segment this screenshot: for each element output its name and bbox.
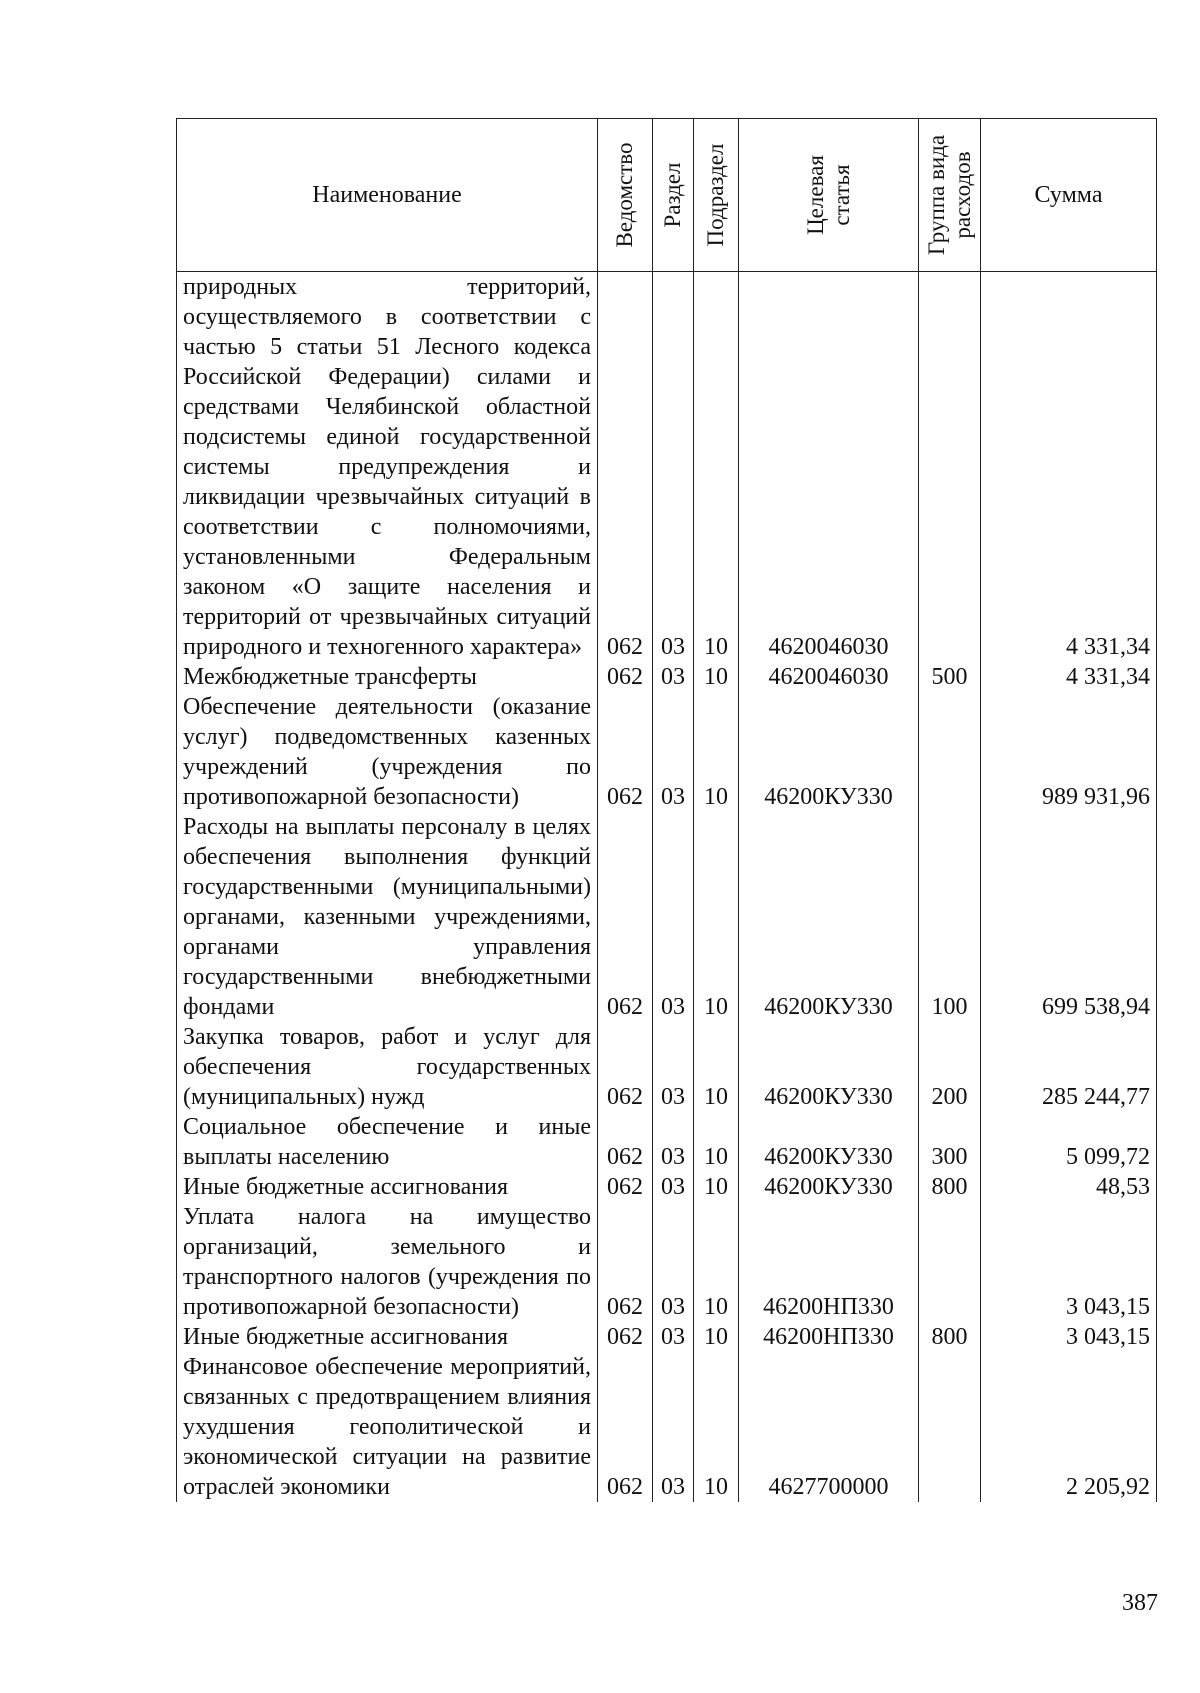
cell-podrazdel: 10 bbox=[694, 1352, 739, 1502]
cell-razdel: 03 bbox=[653, 812, 694, 1022]
cell-sum: 285 244,77 bbox=[981, 1022, 1157, 1112]
cell-sum: 3 043,15 bbox=[981, 1322, 1157, 1352]
cell-grp bbox=[919, 1352, 981, 1502]
cell-podrazdel: 10 bbox=[694, 692, 739, 812]
table-row bbox=[177, 662, 1157, 692]
table-row bbox=[177, 1112, 1157, 1172]
table-header-row bbox=[177, 119, 1157, 272]
cell-cel: 46200КУ330 bbox=[739, 1022, 919, 1112]
header-grp-line1: Группа вида bbox=[923, 134, 949, 256]
cell-sum: 48,53 bbox=[981, 1172, 1157, 1202]
cell-podrazdel: 10 bbox=[694, 812, 739, 1022]
cell-grp: 800 bbox=[919, 1322, 981, 1352]
table-row bbox=[177, 1202, 1157, 1322]
cell-ved: 062 bbox=[598, 1112, 653, 1172]
header-gruppa-vida-rashodov bbox=[919, 119, 981, 272]
cell-ved: 062 bbox=[598, 1202, 653, 1322]
budget-table bbox=[176, 118, 1157, 1502]
cell-razdel: 03 bbox=[653, 1112, 694, 1172]
cell-razdel: 03 bbox=[653, 1322, 694, 1352]
cell-podrazdel: 10 bbox=[694, 1322, 739, 1352]
header-cel-line2: статья bbox=[828, 164, 854, 226]
cell-ved: 062 bbox=[598, 1172, 653, 1202]
header-grp-line2: расходов bbox=[949, 151, 975, 239]
cell-name: природных территорий, осуществляемого в соответствии с частью 5 статьи 51 Лесного кодекса Российской Федерации) силами и средствами Челябинской областной подсистемы единой государственной системы предупреждения и ликвидации чрезвычайных ситуаций в соответствии с полномочиями, установленными Федеральным законом «О защите населения и территорий от чрезвычайных ситуаций природного и техногенного характера» bbox=[177, 272, 598, 663]
cell-cel: 46200КУ330 bbox=[739, 692, 919, 812]
cell-grp: 300 bbox=[919, 1112, 981, 1172]
cell-podrazdel: 10 bbox=[694, 662, 739, 692]
cell-name: Обеспечение деятельности (оказание услуг) подведомственных казенных учреждений (учреждения по противопожарной безопасности) bbox=[177, 692, 598, 812]
cell-sum: 989 931,96 bbox=[981, 692, 1157, 812]
cell-sum: 5 099,72 bbox=[981, 1112, 1157, 1172]
cell-name: Закупка товаров, работ и услуг для обеспечения государственных (муниципальных) нужд bbox=[177, 1022, 598, 1112]
table-row bbox=[177, 812, 1157, 1022]
cell-razdel: 03 bbox=[653, 692, 694, 812]
cell-sum: 2 205,92 bbox=[981, 1352, 1157, 1502]
header-ved: Ведомство bbox=[598, 119, 653, 272]
table-row bbox=[177, 692, 1157, 812]
cell-grp bbox=[919, 692, 981, 812]
cell-name: Расходы на выплаты персоналу в целях обеспечения выполнения функций государственными (муниципальными) органами, казенными учреждениями, органами управления государственными внебюджетными фондами bbox=[177, 812, 598, 1022]
table-row bbox=[177, 1172, 1157, 1202]
table-body bbox=[177, 272, 1157, 1503]
header-cel-line1: Целевая bbox=[802, 155, 828, 235]
cell-cel: 46200КУ330 bbox=[739, 812, 919, 1022]
budget-table-page bbox=[176, 118, 1156, 1502]
header-name: Наименование bbox=[177, 119, 598, 272]
cell-name: Финансовое обеспечение мероприятий, связанных с предотвращением влияния ухудшения геополитической и экономической ситуации на развитие отраслей экономики bbox=[177, 1352, 598, 1502]
cell-cel: 46200НП330 bbox=[739, 1322, 919, 1352]
cell-sum: 699 538,94 bbox=[981, 812, 1157, 1022]
cell-cel: 46200КУ330 bbox=[739, 1172, 919, 1202]
header-razdel: Раздел bbox=[653, 119, 694, 272]
cell-razdel: 03 bbox=[653, 1202, 694, 1322]
cell-cel: 4627700000 bbox=[739, 1352, 919, 1502]
table-row bbox=[177, 1022, 1157, 1112]
cell-grp bbox=[919, 1202, 981, 1322]
cell-podrazdel: 10 bbox=[694, 1172, 739, 1202]
cell-name: Иные бюджетные ассигнования bbox=[177, 1322, 598, 1352]
cell-ved: 062 bbox=[598, 812, 653, 1022]
cell-sum: 4 331,34 bbox=[981, 662, 1157, 692]
cell-podrazdel: 10 bbox=[694, 1022, 739, 1112]
cell-grp: 200 bbox=[919, 1022, 981, 1112]
cell-ved: 062 bbox=[598, 662, 653, 692]
cell-razdel: 03 bbox=[653, 662, 694, 692]
cell-ved: 062 bbox=[598, 272, 653, 663]
cell-cel: 4620046030 bbox=[739, 662, 919, 692]
cell-razdel: 03 bbox=[653, 1172, 694, 1202]
cell-podrazdel: 10 bbox=[694, 272, 739, 663]
cell-razdel: 03 bbox=[653, 272, 694, 663]
page-number: 387 bbox=[1122, 1590, 1158, 1616]
table-row bbox=[177, 1352, 1157, 1502]
cell-name: Социальное обеспечение и иные выплаты населению bbox=[177, 1112, 598, 1172]
cell-grp: 500 bbox=[919, 662, 981, 692]
cell-razdel: 03 bbox=[653, 1352, 694, 1502]
cell-ved: 062 bbox=[598, 1352, 653, 1502]
cell-cel: 46200КУ330 bbox=[739, 1112, 919, 1172]
header-celevaya-statya bbox=[739, 119, 919, 272]
cell-ved: 062 bbox=[598, 692, 653, 812]
cell-grp: 800 bbox=[919, 1172, 981, 1202]
cell-cel: 46200НП330 bbox=[739, 1202, 919, 1322]
table-row bbox=[177, 1322, 1157, 1352]
header-podrazdel: Подраздел bbox=[694, 119, 739, 272]
table-row bbox=[177, 272, 1157, 663]
cell-grp bbox=[919, 272, 981, 663]
cell-podrazdel: 10 bbox=[694, 1112, 739, 1172]
cell-razdel: 03 bbox=[653, 1022, 694, 1112]
cell-cel: 4620046030 bbox=[739, 272, 919, 663]
cell-grp: 100 bbox=[919, 812, 981, 1022]
cell-ved: 062 bbox=[598, 1322, 653, 1352]
cell-name: Межбюджетные трансферты bbox=[177, 662, 598, 692]
cell-ved: 062 bbox=[598, 1022, 653, 1112]
cell-sum: 3 043,15 bbox=[981, 1202, 1157, 1322]
cell-sum: 4 331,34 bbox=[981, 272, 1157, 663]
cell-podrazdel: 10 bbox=[694, 1202, 739, 1322]
header-sum: Сумма bbox=[981, 119, 1157, 272]
cell-name: Уплата налога на имущество организаций, земельного и транспортного налогов (учреждения по противопожарной безопасности) bbox=[177, 1202, 598, 1322]
cell-name: Иные бюджетные ассигнования bbox=[177, 1172, 598, 1202]
